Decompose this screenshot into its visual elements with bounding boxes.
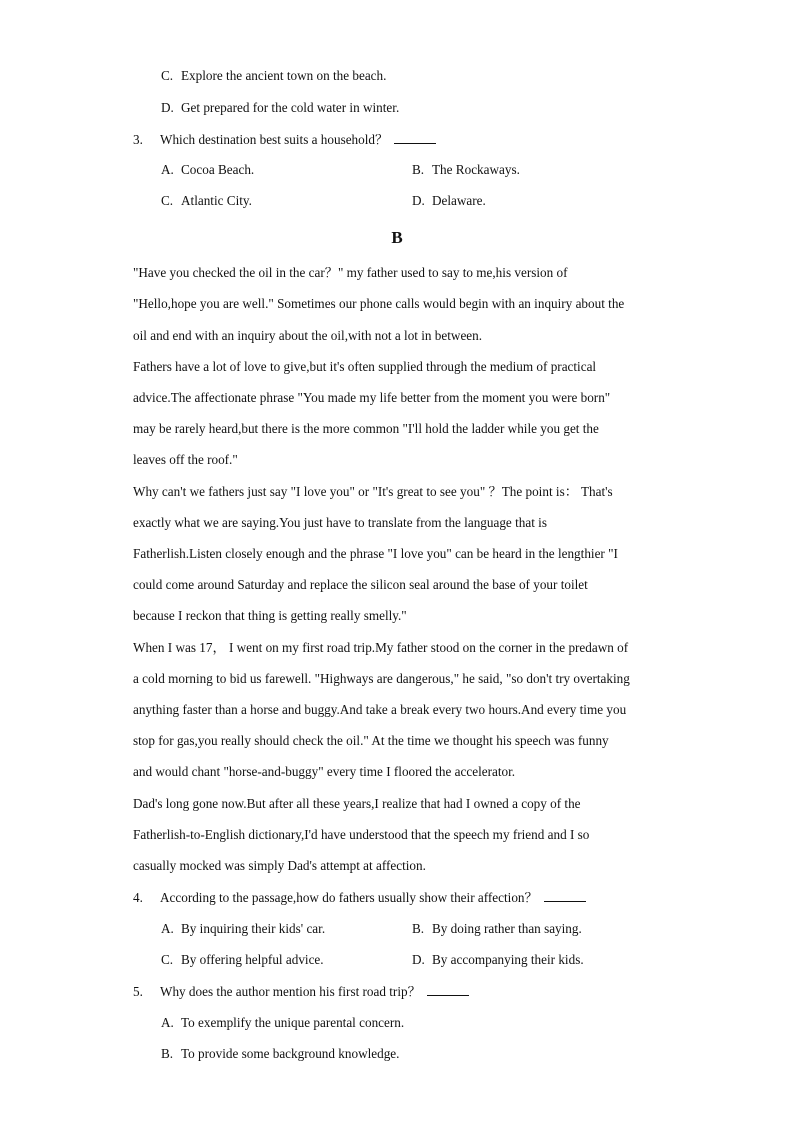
option-text: Cocoa Beach. xyxy=(181,162,255,177)
passage-line: Fatherlish-to-English dictionary,I'd have understood that the speech my friend and I so xyxy=(133,827,590,842)
passage-line: may be rarely heard,but there is the more common "I'll hold the ladder while you get the xyxy=(133,421,599,436)
q3-option-d xyxy=(412,193,486,209)
option-letter: D. xyxy=(412,952,425,967)
option-letter: C. xyxy=(161,952,174,967)
option-text: By inquiring their kids' car. xyxy=(181,921,326,936)
option-letter: B. xyxy=(412,921,425,936)
passage-line: Dad's long gone now.But after all these years,I realize that had I owned a copy of the xyxy=(133,796,581,811)
option-letter: A. xyxy=(161,921,174,936)
q2-option-c xyxy=(161,68,386,84)
q4-option-b xyxy=(412,921,582,937)
option-letter: C. xyxy=(161,193,174,208)
passage-line: and would chant "horse-and-buggy" every time I floored the accelerator. xyxy=(133,764,516,779)
answer-blank[interactable] xyxy=(394,131,436,144)
option-letter: D. xyxy=(412,193,425,208)
question-text: Why does the author mention his first road trip？ xyxy=(160,984,421,999)
passage-line: oil and end with an inquiry about the oil,with not a lot in between. xyxy=(133,328,483,343)
option-text: To provide some background knowledge. xyxy=(181,1046,400,1061)
q4-option-d xyxy=(412,952,584,968)
option-text: By accompanying their kids. xyxy=(432,952,584,967)
option-text: Explore the ancient town on the beach. xyxy=(181,68,387,83)
passage-line: When I was 17， I went on my first road trip.My father stood on the corner in the predawn of xyxy=(133,640,629,655)
passage-line: leaves off the roof." xyxy=(133,452,238,467)
passage-line: advice.The affectionate phrase "You made my life better from the moment you were born" xyxy=(133,390,611,405)
option-text: By offering helpful advice. xyxy=(181,952,324,967)
option-text: The Rockaways. xyxy=(432,162,520,177)
passage-line: stop for gas,you really should check the oil." At the time we thought his speech was funny xyxy=(133,733,609,748)
passage-line: Fatherlish.Listen closely enough and the phrase "I love you" can be heard in the lengthier "I xyxy=(133,546,618,561)
q5-option-b xyxy=(161,1046,399,1062)
q4-option-a xyxy=(161,921,325,937)
passage-line: a cold morning to bid us farewell. "Highways are dangerous," he said, "so don't try overtaking xyxy=(133,671,630,686)
option-text: To exemplify the unique parental concern. xyxy=(181,1015,405,1030)
option-text: Delaware. xyxy=(432,193,486,208)
passage-line: Why can't we fathers just say "I love you" or "It's great to see you" ？The point is： That's xyxy=(133,484,613,499)
option-letter: B. xyxy=(412,162,425,177)
q3-option-a xyxy=(161,162,254,178)
option-letter: A. xyxy=(161,1015,174,1030)
q3-option-c xyxy=(161,193,252,209)
question-number: 4. xyxy=(133,890,143,905)
option-text: By doing rather than saying. xyxy=(432,921,582,936)
section-title: B xyxy=(391,228,403,247)
question-number: 5. xyxy=(133,984,143,999)
option-letter: A. xyxy=(161,162,174,177)
question-text: Which destination best suits a household？ xyxy=(160,132,389,147)
passage-line: casually mocked was simply Dad's attempt at affection. xyxy=(133,858,426,873)
q4-stem xyxy=(133,889,586,906)
passage-line: "Have you checked the oil in the car？" my father used to say to me,his version of xyxy=(133,265,568,280)
option-letter: D. xyxy=(161,100,174,115)
passage-line: could come around Saturday and replace the silicon seal around the base of your toilet xyxy=(133,577,588,592)
q4-option-c xyxy=(161,952,324,968)
passage-line: because I reckon that thing is getting really smelly." xyxy=(133,608,407,623)
q5-stem xyxy=(133,983,469,1000)
passage-line: Fathers have a lot of love to give,but it's often supplied through the medium of practical xyxy=(133,359,597,374)
passage-line: "Hello,hope you are well." Sometimes our phone calls would begin with an inquiry about the xyxy=(133,296,625,311)
option-letter: C. xyxy=(161,68,174,83)
option-letter: B. xyxy=(161,1046,174,1061)
q3-option-b xyxy=(412,162,520,178)
option-text: Get prepared for the cold water in winter. xyxy=(181,100,400,115)
q5-option-a xyxy=(161,1015,404,1031)
answer-blank[interactable] xyxy=(544,889,586,902)
q3-stem xyxy=(133,131,436,148)
answer-blank[interactable] xyxy=(427,983,469,996)
question-text: According to the passage,how do fathers usually show their affection？ xyxy=(160,890,538,905)
q2-option-d xyxy=(161,100,399,116)
passage-line: exactly what we are saying.You just have to translate from the language that is xyxy=(133,515,547,530)
option-text: Atlantic City. xyxy=(181,193,252,208)
passage-line: anything faster than a horse and buggy.And take a break every two hours.And every time you xyxy=(133,702,627,717)
question-number: 3. xyxy=(133,132,143,147)
